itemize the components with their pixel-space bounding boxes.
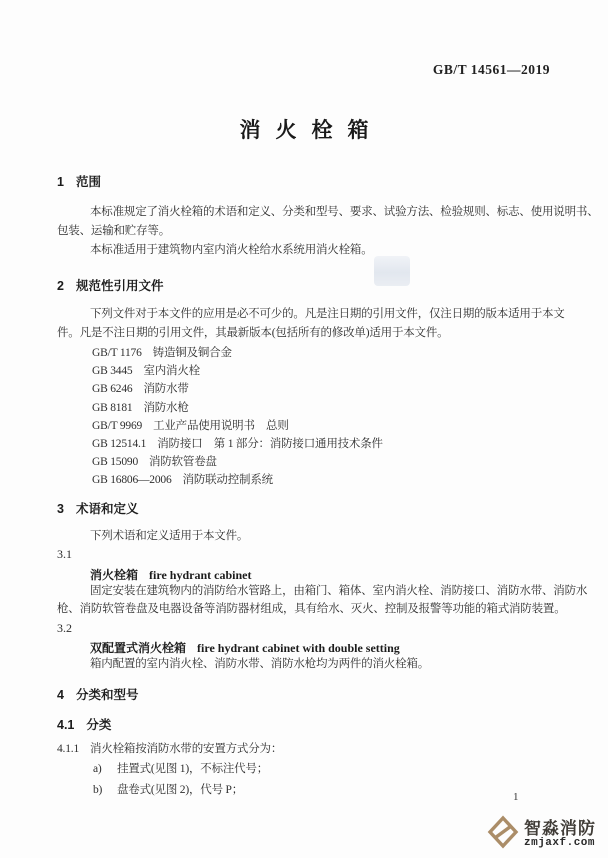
section-2-title: 规范性引用文件: [75, 279, 164, 293]
reference-title: 铸造铜及铜合金: [152, 347, 232, 359]
reference-item: [92, 382, 383, 400]
term-1-en: fire hydrant cabinet: [149, 568, 252, 582]
section-1-heading: [57, 172, 101, 190]
paragraph-line: 包装、运输和贮存等。: [57, 225, 170, 237]
term-1-definition-line: 枪、消防软管卷盘及电器设备等消防器材组成，具有给水、灭火、控制及报警等功能的箱式消防装置。: [57, 603, 566, 615]
reference-item: [92, 437, 383, 455]
diamond-z-logo-icon: [486, 814, 520, 855]
section-2-number: 2: [57, 279, 64, 293]
section-1-number: 1: [57, 175, 64, 189]
section-4-heading: [57, 685, 138, 703]
section-4-1-number: 4.1: [57, 718, 75, 732]
list-item-marker: b): [93, 784, 103, 796]
paragraph-line: 本标准规定了消火栓箱的术语和定义、分类和型号、要求、试验方法、检验规则、标志、使用说明书、: [90, 206, 599, 218]
clause-4-1-1-number: 4.1.1: [57, 743, 80, 755]
clause-4-1-1: [57, 742, 282, 757]
watermark-logo-name: 智淼消防: [524, 819, 596, 838]
section-3-heading: [57, 499, 138, 517]
page-number: 1: [513, 791, 519, 803]
reference-title: 室内消火栓: [143, 365, 200, 378]
reference-code: GB 8181: [92, 401, 133, 414]
standard-number: GB/T 14561—2019: [432, 62, 550, 77]
section-1-title: 范围: [75, 175, 101, 189]
section-4-title: 分类和型号: [75, 688, 139, 702]
watermark-logo: [486, 814, 596, 855]
reference-item: [92, 473, 383, 491]
term-2-en: fire hydrant cabinet with double setting: [197, 641, 400, 655]
reference-code: GB/T 9969: [92, 419, 143, 432]
term-1-number: 3.1: [57, 547, 72, 561]
reference-item: [92, 401, 383, 419]
term-2-zh: 双配置式消火栓箱: [90, 641, 187, 655]
list-item: [93, 783, 243, 798]
term-1-zh: 消火栓箱: [90, 568, 139, 582]
reference-title: 消防软管卷盘: [149, 456, 217, 469]
watermark-logo-url: zmjaxf.com: [524, 837, 596, 849]
paragraph-line: 下列文件对于本文件的应用是必不可少的。凡是注日期的引用文件，仅注日期的版本适用于本文: [90, 308, 565, 320]
term-1-definition-line: 固定安装在建筑物内的消防给水管路上，由箱门、箱体、室内消火栓、消防接口、消防水带、消防水: [90, 585, 588, 597]
list-item-text: 挂置式(见图 1)，不标注代号；: [117, 763, 269, 775]
reference-title: 工业产品使用说明书 总则: [153, 419, 289, 432]
list-item-marker: a): [93, 763, 102, 775]
term-2-line: [90, 639, 400, 656]
reference-title: 消防水带: [143, 383, 189, 396]
reference-item: [92, 346, 383, 364]
list-item-text: 盘卷式(见图 2)，代号 P；: [117, 784, 244, 796]
paragraph-line: 本标准适用于建筑物内室内消火栓给水系统用消火栓箱。: [90, 244, 373, 256]
list-item: [93, 762, 268, 777]
section-2-heading: [57, 276, 163, 294]
section-4-1-heading: [57, 715, 111, 733]
faint-stamp-watermark: [374, 256, 410, 286]
reference-code: GB 3445: [92, 365, 133, 378]
section-3-number: 3: [57, 502, 64, 516]
reference-code: GB 15090: [92, 456, 139, 469]
section-4-number: 4: [57, 688, 64, 702]
clause-4-1-1-text: 消火栓箱按消防水带的安置方式分为：: [90, 743, 283, 755]
reference-title: 消防水枪: [143, 401, 189, 414]
reference-title: 消防联动控制系统: [182, 474, 273, 487]
term-2-definition-line: 箱内配置的室内消火栓、消防水带、消防水枪均为两件的消火栓箱。: [90, 658, 429, 670]
terms-intro: 下列术语和定义适用于本文件。: [90, 530, 249, 542]
reference-code: GB 12514.1: [92, 437, 147, 450]
reference-code: GB/T 1176: [92, 347, 142, 359]
term-1-line: [90, 566, 251, 583]
section-4-1-title: 分类: [86, 718, 112, 732]
term-2-number: 3.2: [57, 621, 72, 635]
reference-code: GB 16806—2006: [92, 474, 172, 487]
reference-title: 消防接口 第 1 部分：消防接口通用技术条件: [157, 437, 383, 450]
section-3-title: 术语和定义: [75, 502, 139, 516]
reference-item: [92, 419, 383, 437]
reference-item: [92, 364, 383, 382]
normative-references-list: [92, 346, 383, 492]
document-title: 消火栓箱: [239, 119, 384, 142]
reference-code: GB 6246: [92, 383, 133, 396]
paragraph-line: 件。凡是不注日期的引用文件，其最新版本(包括所有的修改单)适用于本文件。: [57, 327, 449, 339]
reference-item: [92, 455, 383, 473]
watermark-logo-text: [524, 820, 596, 849]
